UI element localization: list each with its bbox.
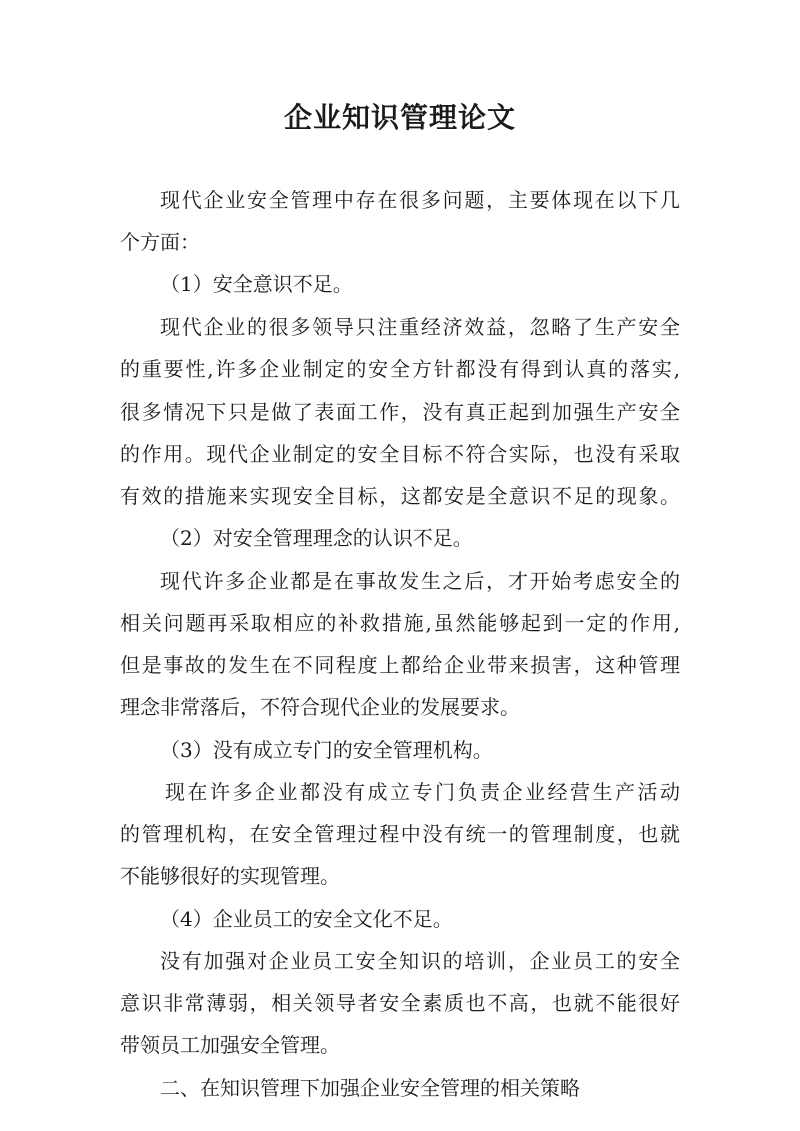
paragraph-line: 但是事故的发生在不同程度上都给企业带来损害，这种管理	[120, 653, 680, 677]
paragraph-line: 带领员工加强安全管理。	[120, 1033, 340, 1057]
paragraph-line: 的作用。现代企业制定的安全目标不符合实际，也没有采取	[120, 442, 680, 466]
section-heading-line: 二、在知识管理下加强企业安全管理的相关策略	[160, 1076, 580, 1100]
paragraph-line: 理念非常落后，不符合现代企业的发展要求。	[120, 695, 520, 719]
paragraph-line: 意识非常薄弱，相关领导者安全素质也不高，也就不能很好	[120, 991, 680, 1015]
paragraph-line: 没有加强对企业员工安全知识的培训，企业员工的安全	[160, 949, 680, 973]
section-heading-line: （2）对安全管理理念的认识不足。	[160, 526, 473, 550]
paragraph-line: 的管理机构，在安全管理过程中没有统一的管理制度，也就	[120, 822, 680, 846]
paragraph-line: 现代企业的很多领导只注重经济效益，忽略了生产安全	[160, 315, 680, 339]
paragraph-line: 现代许多企业都是在事故发生之后，才开始考虑安全的	[160, 569, 680, 593]
section-heading-line: （3）没有成立专门的安全管理机构。	[160, 738, 493, 762]
paragraph-line: 现在许多企业都没有成立专门负责企业经营生产活动	[165, 780, 680, 804]
paragraph-line: 有效的措施来实现安全目标，这都安是全意识不足的现象。	[120, 484, 680, 508]
section-heading-line: （4）企业员工的安全文化不足。	[160, 907, 453, 931]
paragraph-line: 相关问题再采取相应的补救措施,虽然能够起到一定的作用,	[120, 611, 680, 635]
section-heading-line: （1）安全意识不足。	[160, 272, 353, 296]
paragraph-line: 的重要性,许多企业制定的安全方针都没有得到认真的落实,	[120, 357, 680, 381]
paragraph-line: 现代企业安全管理中存在很多问题，主要体现在以下几	[160, 188, 680, 212]
document-title: 企业知识管理论文	[283, 101, 516, 134]
paragraph-line: 很多情况下只是做了表面工作，没有真正起到加强生产安全	[120, 400, 680, 424]
paragraph-line: 不能够很好的实现管理。	[120, 864, 340, 888]
paragraph-line: 个方面：	[120, 230, 200, 254]
